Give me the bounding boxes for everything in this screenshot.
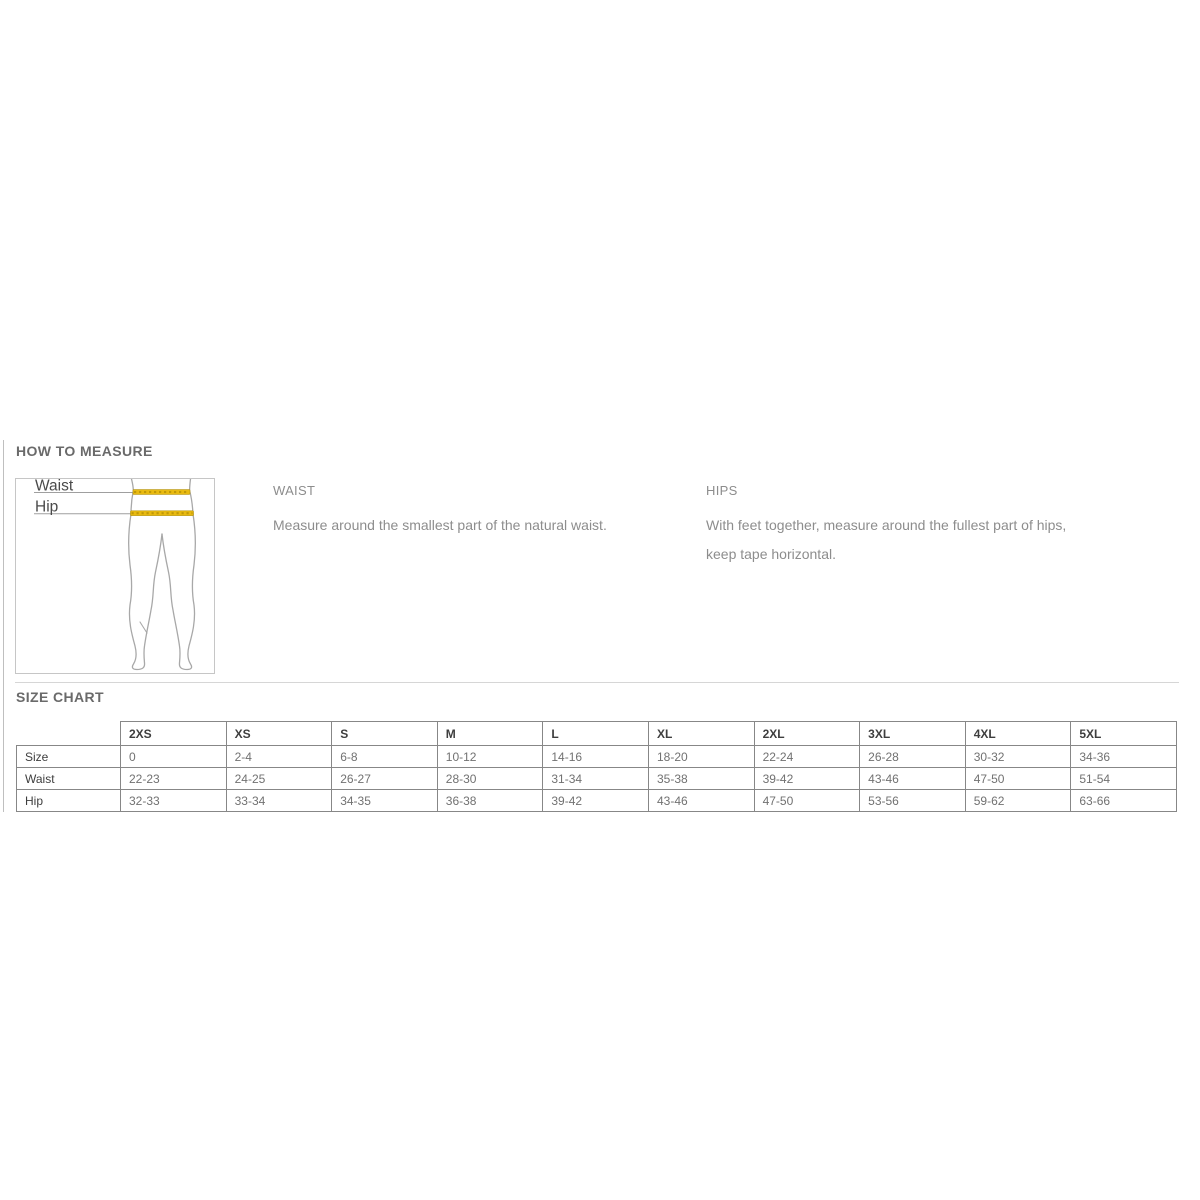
waist-cell: 43-46 (860, 768, 966, 790)
size-cell: 6-8 (332, 746, 438, 768)
waist-cell: 28-30 (437, 768, 543, 790)
waist-cell: 51-54 (1071, 768, 1177, 790)
waist-heading: WAIST (273, 483, 316, 498)
waist-instruction-text: Measure around the smallest part of the natural waist. (273, 517, 607, 533)
waist-cell: 39-42 (754, 768, 860, 790)
size-row (17, 746, 1177, 768)
torso-left-line (131, 479, 133, 514)
torso-right-line (190, 479, 193, 514)
size-chart-header-row (17, 722, 1177, 746)
row-label-hip: Hip (17, 790, 121, 812)
row-label-size: Size (17, 746, 121, 768)
size-cell: 18-20 (648, 746, 754, 768)
col-header-m: M (437, 722, 543, 746)
size-cell: 2-4 (226, 746, 332, 768)
col-header-3xl: 3XL (860, 722, 966, 746)
size-cell: 0 (121, 746, 227, 768)
waist-instruction-block (273, 483, 703, 540)
waist-cell: 24-25 (226, 768, 332, 790)
hip-cell: 33-34 (226, 790, 332, 812)
col-header-2xl: 2XL (754, 722, 860, 746)
col-header-l: L (543, 722, 649, 746)
hips-instruction-line2: keep tape horizontal. (706, 546, 836, 562)
blank-header-cell (17, 722, 121, 746)
left-border-rule (3, 440, 4, 812)
col-header-5xl: 5XL (1071, 722, 1177, 746)
hips-heading: HIPS (706, 483, 738, 498)
waist-cell: 35-38 (648, 768, 754, 790)
hip-cell: 34-35 (332, 790, 438, 812)
size-cell: 34-36 (1071, 746, 1177, 768)
size-cell: 30-32 (965, 746, 1071, 768)
figure-waist-label: Waist (35, 479, 74, 495)
right-leg-outline (162, 514, 195, 670)
hip-cell: 53-56 (860, 790, 966, 812)
hip-cell: 36-38 (437, 790, 543, 812)
waist-cell: 22-23 (121, 768, 227, 790)
waist-tape-icon (133, 490, 190, 495)
waist-cell: 26-27 (332, 768, 438, 790)
waist-row (17, 768, 1177, 790)
hips-instruction-block (706, 483, 1136, 569)
hip-row (17, 790, 1177, 812)
knee-crease-line (140, 622, 147, 633)
legs-illustration (16, 479, 214, 673)
section-divider (15, 682, 1179, 683)
measurement-figure (15, 478, 215, 674)
size-cell: 26-28 (860, 746, 966, 768)
hip-cell: 63-66 (1071, 790, 1177, 812)
col-header-2xs: 2XS (121, 722, 227, 746)
hips-instruction-line1: With feet together, measure around the fullest part of hips, (706, 517, 1067, 533)
left-leg-outline (129, 514, 162, 670)
figure-hip-label: Hip (35, 498, 59, 516)
hip-cell: 39-42 (543, 790, 649, 812)
size-cell: 14-16 (543, 746, 649, 768)
col-header-4xl: 4XL (965, 722, 1071, 746)
waist-cell: 47-50 (965, 768, 1071, 790)
hip-cell: 32-33 (121, 790, 227, 812)
size-cell: 22-24 (754, 746, 860, 768)
col-header-s: S (332, 722, 438, 746)
size-chart-table (16, 721, 1177, 812)
size-chart-heading: SIZE CHART (16, 689, 104, 705)
waist-cell: 31-34 (543, 768, 649, 790)
hip-cell: 43-46 (648, 790, 754, 812)
col-header-xs: XS (226, 722, 332, 746)
size-cell: 10-12 (437, 746, 543, 768)
hip-cell: 59-62 (965, 790, 1071, 812)
col-header-xl: XL (648, 722, 754, 746)
row-label-waist: Waist (17, 768, 121, 790)
hip-cell: 47-50 (754, 790, 860, 812)
how-to-measure-heading: HOW TO MEASURE (16, 443, 153, 459)
